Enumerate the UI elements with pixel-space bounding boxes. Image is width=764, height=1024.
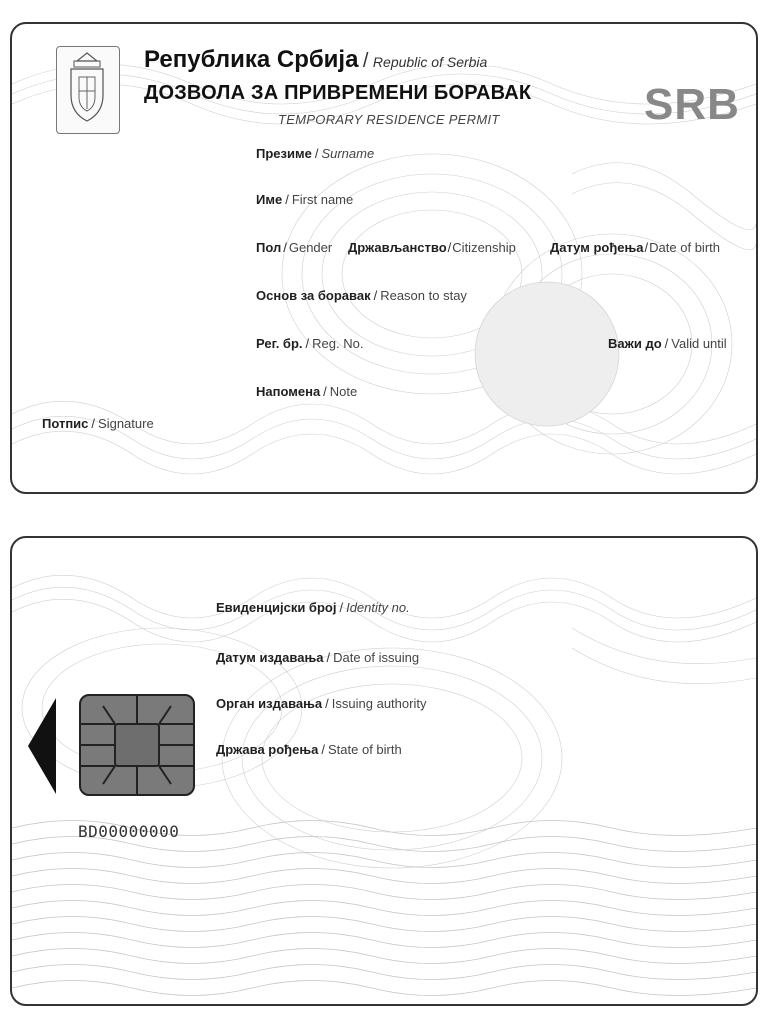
label-lat: Date of birth bbox=[649, 240, 720, 255]
card-back bbox=[10, 536, 758, 1006]
field-issuing-authority: Орган издавања / Issuing authority bbox=[216, 696, 427, 711]
serbia-coat-of-arms-icon bbox=[57, 47, 117, 131]
field-identity-no: Евиденцијски број / Identity no. bbox=[216, 600, 410, 615]
smart-chip-icon bbox=[79, 694, 195, 796]
label-lat: Date of issuing bbox=[333, 650, 420, 665]
field-state-of-birth: Држава рођења / State of birth bbox=[216, 742, 402, 757]
coat-of-arms bbox=[56, 46, 120, 134]
label-cyr: Напомена bbox=[256, 384, 321, 399]
field-citizenship: Држављанство / Citizenship bbox=[348, 240, 516, 255]
label-cyr: Основ за боравак bbox=[256, 288, 371, 303]
label-lat: Reg. No. bbox=[312, 336, 364, 351]
field-signature: Потпис / Signature bbox=[42, 416, 154, 431]
field-date-of-issuing: Датум издавања / Date of issuing bbox=[216, 650, 420, 665]
label-lat: First name bbox=[291, 192, 354, 207]
field-reg-no: Рег. бр. / Reg. No. bbox=[256, 336, 364, 351]
field-gender: Пол / Gender bbox=[256, 240, 333, 255]
field-first-name: Име / First name bbox=[256, 192, 354, 207]
field-reason-to-stay: Основ за боравак / Reason to stay bbox=[256, 288, 467, 303]
label-lat: Gender bbox=[288, 240, 333, 255]
label-cyr: Орган издавања bbox=[216, 696, 323, 711]
label-cyr: Име bbox=[256, 192, 283, 207]
label-cyr: Датум рођења bbox=[550, 240, 644, 255]
field-note: Напомена / Note bbox=[256, 384, 358, 399]
permit-title-cyr: ДОЗВОЛА ЗА ПРИВРЕМЕНИ БОРАВАК bbox=[144, 82, 532, 104]
label-cyr: Пол bbox=[256, 240, 282, 255]
photo-area bbox=[42, 146, 244, 396]
label-cyr: Рег. бр. bbox=[256, 336, 303, 351]
field-date-of-birth: Датум рођења / Date of birth bbox=[550, 240, 720, 255]
label-lat: Valid until bbox=[671, 336, 727, 351]
country-name-lat: Republic of Serbia bbox=[372, 54, 488, 70]
label-cyr: Потпис bbox=[42, 416, 89, 431]
label-cyr: Држава рођења bbox=[216, 742, 319, 757]
field-surname: Презиме / Surname bbox=[256, 146, 375, 161]
label-lat: Citizenship bbox=[452, 240, 516, 255]
title-separator: / bbox=[362, 50, 369, 72]
country-name-cyr: Република Србија bbox=[144, 46, 359, 73]
card-front bbox=[10, 22, 758, 494]
document-number: BD00000000 bbox=[78, 822, 180, 841]
label-lat: Surname bbox=[321, 146, 375, 161]
label-lat: Issuing authority bbox=[331, 696, 427, 711]
country-code: SRB bbox=[644, 80, 740, 129]
country-title bbox=[144, 46, 487, 74]
label-lat: Reason to stay bbox=[380, 288, 467, 303]
label-lat: Identity no. bbox=[346, 600, 410, 615]
label-lat: Note bbox=[329, 384, 358, 399]
label-lat: Signature bbox=[98, 416, 154, 431]
triangle-left-icon bbox=[28, 698, 56, 794]
label-lat: State of birth bbox=[328, 742, 402, 757]
label-cyr: Презиме bbox=[256, 146, 312, 161]
label-cyr: Важи до bbox=[608, 336, 662, 351]
field-valid-until: Важи до / Valid until bbox=[608, 336, 727, 351]
label-cyr: Држављанство bbox=[348, 240, 447, 255]
label-cyr: Евиденцијски број bbox=[216, 600, 337, 615]
label-cyr: Датум издавања bbox=[216, 650, 324, 665]
permit-title-lat: TEMPORARY RESIDENCE PERMIT bbox=[278, 112, 500, 127]
